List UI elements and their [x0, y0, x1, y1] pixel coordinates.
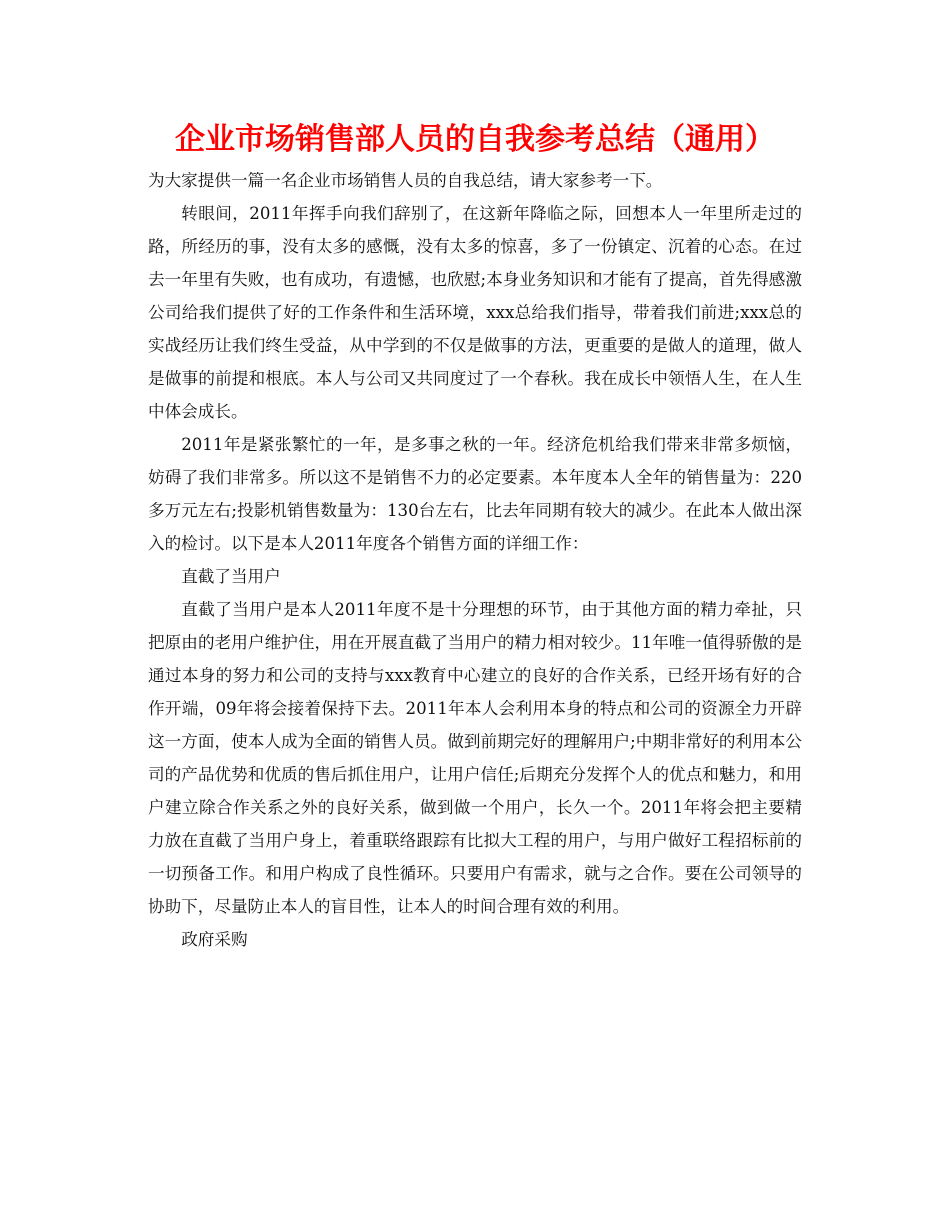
section-heading-government-procurement: 政府采购 — [181, 930, 248, 949]
intro-paragraph: 为大家提供一篇一名企业市场销售人员的自我总结，请大家参考一下。 — [148, 171, 663, 190]
document-body — [148, 164, 802, 956]
paragraph-sales-summary: 2011年是紧张繁忙的一年，是多事之秋的一年。经济危机给我们带来非常多烦恼，妨碍了我们非常多。所以这不是销售不力的必定要素。本年度本人全年的销售量为：220多万元左右;投影机销售数量为：130台左右，比去年同期有较大的减少。在此本人做出深入的检讨。以下是本人2011年度各个销售方面的详细工作： — [148, 435, 802, 553]
section-heading-direct-users: 直截了当用户 — [181, 567, 281, 586]
paragraph-direct-users: 直截了当用户是本人2011年度不是十分理想的环节，由于其他方面的精力牵扯，只把原由的老用户维护住，用在开展直截了当用户的精力相对较少。11年唯一值得骄傲的是通过本身的努力和公司的支持与xxx教育中心建立的良好的合作关系，已经开场有好的合作开端，09年将会接着保持下去。2011年本人会利用本身的特点和公司的资源全力开辟这一方面，使本人成为全面的销售人员。做到前期完好的理解用户;中期非常好的利用本公司的产品优势和优质的售后抓住用户，让用户信任;后期充分发挥个人的优点和魅力，和用户建立除合作关系之外的良好关系，做到做一个用户，长久一个。2011年将会把主要精力放在直截了当用户身上，着重联络跟踪有比拟大工程的用户，与用户做好工程招标前的一切预备工作。和用户构成了良性循环。只要用户有需求，就与之合作。要在公司领导的协助下，尽量防止本人的盲目性，让本人的时间合理有效的利用。 — [148, 600, 802, 916]
paragraph-review: 转眼间，2011年挥手向我们辞别了，在这新年降临之际，回想本人一年里所走过的路，所经历的事，没有太多的感慨，没有太多的惊喜，多了一份镇定、沉着的心态。在过去一年里有失败，也有成功，有遗憾，也欣慰;本身业务知识和才能有了提高，首先得感激公司给我们提供了好的工作条件和生活环境，xxx总给我们指导，带着我们前进;xxx总的实战经历让我们终生受益，从中学到的不仅是做事的方法，更重要的是做人的道理，做人是做事的前提和根底。本人与公司又共同度过了一个春秋。我在成长中领悟人生，在人生中体会成长。 — [148, 204, 802, 421]
document-title: 企业市场销售部人员的自我参考总结（通用） — [175, 122, 775, 157]
